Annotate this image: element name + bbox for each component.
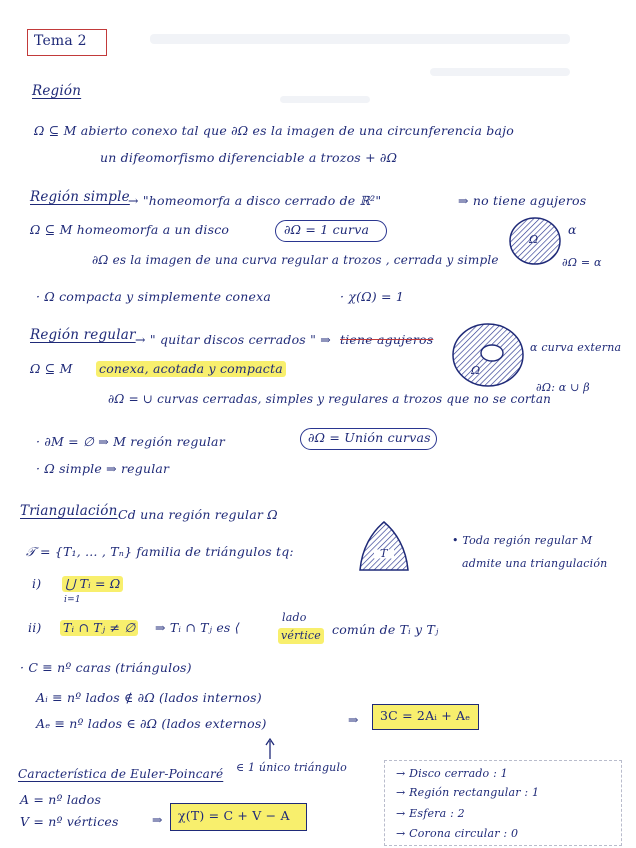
internal-edges-definition: Aᵢ ≡ nº lados ∉ ∂Ω (lados internos) [36, 690, 262, 705]
section-heading-triangulation: Triangulación [20, 503, 118, 519]
summary-item-annulus: → Corona circular : 0 [396, 827, 519, 840]
condition-ii-edge-option: lado [282, 611, 307, 624]
regular-line-1-start: Ω ⊆ M [30, 361, 73, 376]
triangle-figure-label: T [380, 547, 388, 560]
simple-euler-value: · χ(Ω) = 1 [340, 289, 405, 304]
triangulation-note-line-2: admite una triangulación [462, 557, 608, 570]
up-arrow [265, 738, 275, 760]
section-heading-euler: Característica de Euler-Poincaré [18, 767, 224, 781]
regular-boundary-text: ∂Ω = Unión curvas [308, 430, 431, 445]
condition-ii-common: común de Tᵢ y Tⱼ [332, 622, 439, 637]
formula-implies: ⇒ [348, 712, 359, 727]
condition-i-highlight: ⋃ Tᵢ = Ω [62, 576, 123, 592]
page-title: Tema 2 [34, 33, 87, 49]
regular-remove-discs-text: → " quitar discos cerrados " ⇒ [135, 332, 331, 347]
condition-ii-highlight: Tᵢ ∩ Tⱼ ≠ ∅ [60, 620, 138, 636]
annulus-figure-label: Ω [471, 364, 481, 377]
section-heading-region: Región [32, 83, 82, 99]
simple-homeomorphic-text: → "homeomorfa a disco cerrado de ℝ²" [128, 193, 382, 208]
annulus-figure [448, 320, 528, 390]
simple-line-1: Ω ⊆ M homeomorfa a un disco [30, 222, 230, 237]
regular-line-3: · ∂M = ∅ ⇒ M región regular [36, 434, 225, 449]
regular-struck-text: tiene agujeros [340, 332, 434, 347]
annulus-boundary-caption: ∂Ω: α ∪ β [536, 381, 590, 394]
summary-item-sphere: → Esfera : 2 [396, 807, 465, 820]
section-heading-regular-region: Región regular [30, 327, 136, 343]
disc-curve-label: α [568, 222, 577, 237]
triangulation-intro: Cd una región regular Ω [118, 507, 278, 522]
annulus-outer-curve-label: α curva externa [530, 341, 622, 354]
disc-boundary-caption: ∂Ω = α [562, 256, 602, 269]
bleed-through-mark [280, 96, 370, 103]
regular-conditions-highlight: conexa, acotada y compacta [96, 361, 286, 377]
simple-boundary-text: ∂Ω = 1 curva [284, 222, 370, 237]
simple-line-3: · Ω compacta y simplemente conexa [36, 289, 272, 304]
edges-definition: A = nº lados [20, 792, 102, 807]
condition-i-label: i) [32, 576, 42, 591]
bleed-through-mark [150, 34, 570, 44]
unique-triangle-note: ∈ 1 único triángulo [236, 761, 348, 774]
triangulation-family: 𝒯 = {T₁, … , Tₙ} familia de triángulos tq: [26, 544, 294, 559]
summary-item-disc: → Disco cerrado : 1 [396, 767, 508, 780]
condition-ii-text: ⇒ Tᵢ ∩ Tⱼ es ⟨ [155, 620, 240, 635]
regular-line-2: ∂Ω = ∪ curvas cerradas, simples y regulares a trozos que no se cortan [108, 392, 552, 406]
triangulation-note-line-1: • Toda región regular M [452, 534, 593, 547]
condition-i-subscript: i=1 [64, 595, 81, 605]
euler-implies: ⇒ [152, 812, 163, 827]
external-edges-definition: Aₑ ≡ nº lados ∈ ∂Ω (lados externos) [36, 716, 267, 731]
region-definition-line-2: un difeomorfismo diferenciable a trozos + ∂Ω [100, 150, 398, 165]
condition-ii-vertex-option: vértice [278, 628, 324, 644]
vertices-definition: V = nº vértices [20, 814, 119, 829]
section-heading-simple-region: Región simple [30, 189, 130, 205]
edge-count-formula: 3C = 2Aᵢ + Aₑ [380, 708, 471, 723]
disc-figure-label: Ω [529, 233, 539, 246]
simple-line-2: ∂Ω es la imagen de una curva regular a trozos , cerrada y simple [92, 253, 499, 267]
faces-definition: · C ≡ nº caras (triángulos) [20, 660, 192, 675]
region-definition-line-1: Ω ⊆ M abierto conexo tal que ∂Ω es la imagen de una circunferencia bajo [34, 123, 514, 138]
summary-item-rectangle: → Región rectangular : 1 [396, 786, 540, 799]
euler-formula: χ(T) = C + V − A [178, 808, 290, 823]
bleed-through-mark [430, 68, 570, 76]
simple-no-holes-text: ⇒ no tiene agujeros [458, 193, 587, 208]
regular-line-4: · Ω simple ⇒ regular [36, 461, 170, 476]
condition-ii-label: ii) [28, 620, 42, 635]
